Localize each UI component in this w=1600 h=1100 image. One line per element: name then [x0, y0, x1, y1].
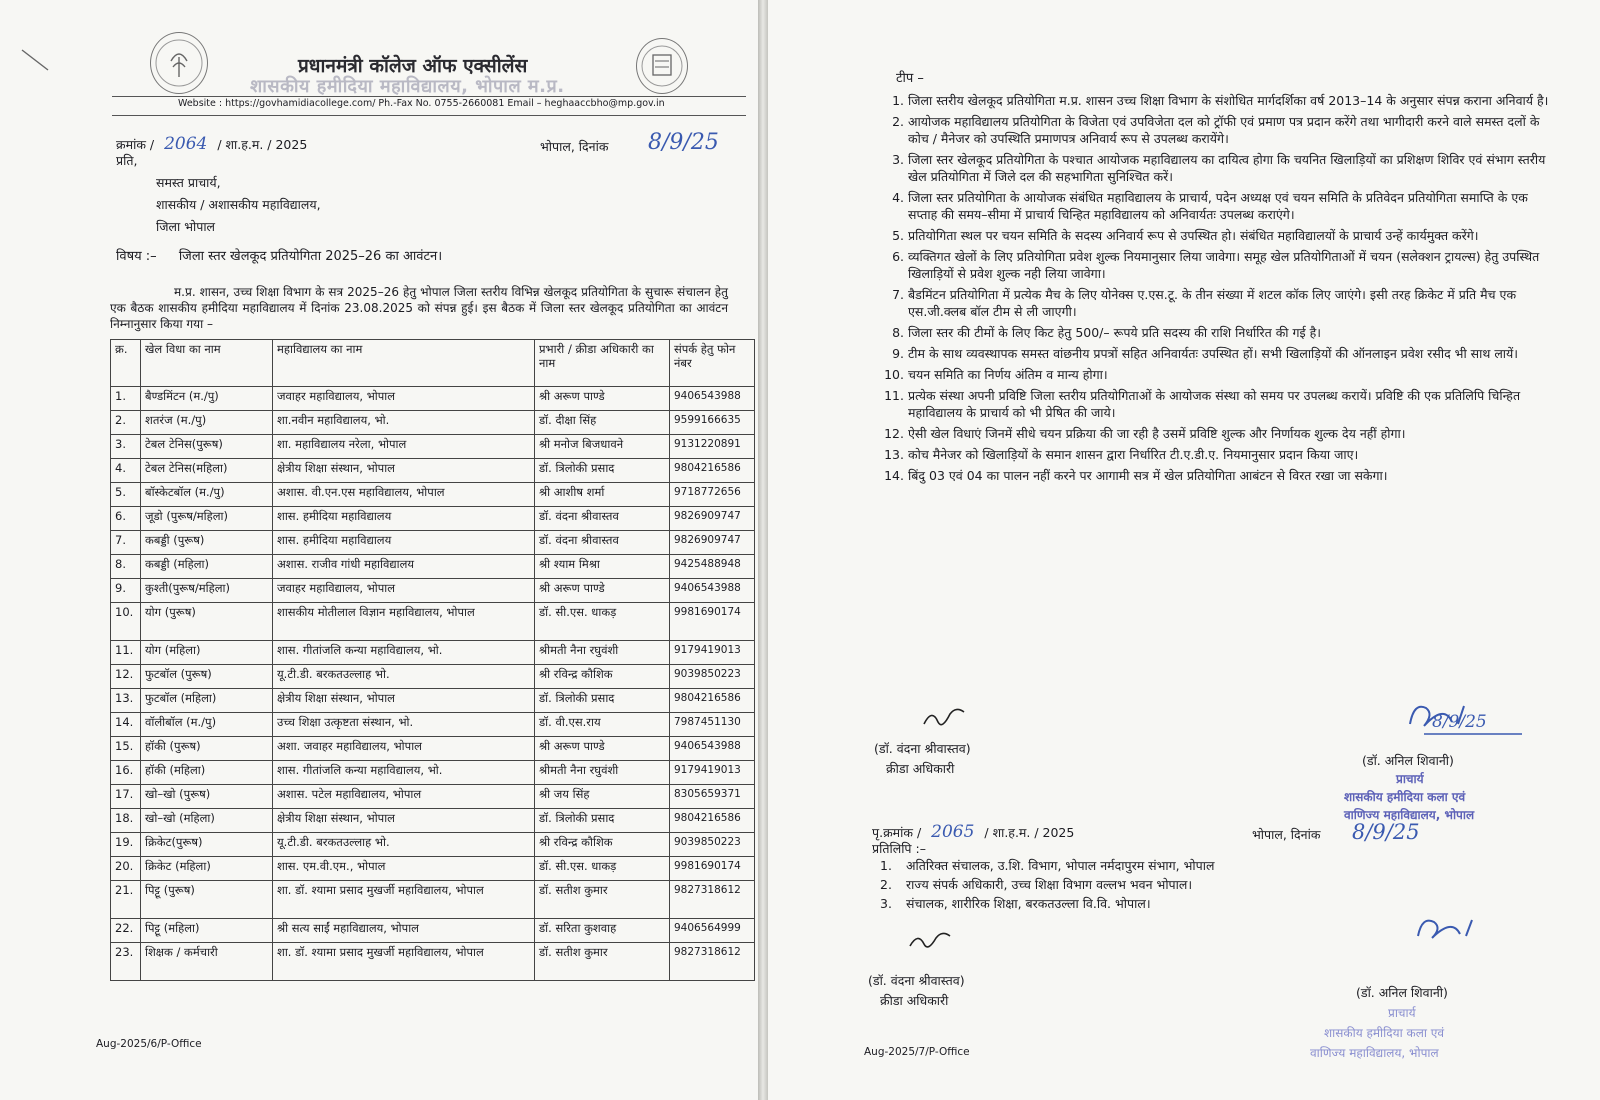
subject-label: विषय :– [116, 249, 157, 264]
cell-no: 16. [111, 761, 141, 785]
sports-officer-name: (डॉ. वंदना श्रीवास्तव) [874, 741, 971, 756]
cell-no: 21. [111, 881, 141, 919]
copy-list [880, 856, 1214, 913]
letter-page-left [0, 0, 758, 1100]
cell-sport: योग (महिला) [141, 641, 273, 665]
cell-officer: डॉ. वी.एस.राय [535, 713, 670, 737]
cell-phone: 9718772656 [670, 483, 755, 507]
college-subtitle: शासकीय हमीदिया महाविद्यालय, भोपाल म.प्र. [250, 76, 565, 97]
tips-list [876, 92, 1556, 488]
letter-body: म.प्र. शासन, उच्च शिक्षा विभाग के सत्र 2025–26 हेतु भोपाल जिला स्तरीय विभिन्न खेलकूद प्रतियोगिता के सुचारू संचालन हेतु एक बैठक शासकीय हमीदिया महाविद्यालय में दिनांक 23.08.2025 को संपन्न हुई। इस बैठक में जिला स्तर खेलकूद प्रतियोगिता का आवंटन निम्नानुसार किया गया – [110, 285, 728, 331]
table-row [111, 761, 755, 785]
cell-college: अशास. राजीव गांधी महाविद्यालय [273, 555, 535, 579]
cell-officer: डॉ. सरिता कुशवाह [535, 919, 670, 943]
tip-number: 6. [892, 249, 904, 264]
tip-item [876, 345, 1556, 362]
cell-no: 22. [111, 919, 141, 943]
header-sport: खेल विधा का नाम [141, 340, 273, 387]
cell-phone: 9804216586 [670, 689, 755, 713]
signature-sports-officer-copy [906, 928, 956, 956]
cell-college: शास. हमीदिया महाविद्यालय [273, 531, 535, 555]
tip-number: 4. [892, 190, 904, 205]
cell-no: 18. [111, 809, 141, 833]
cell-no: 12. [111, 665, 141, 689]
date-handwritten: 8/9/25 [648, 130, 719, 155]
cell-no: 6. [111, 507, 141, 531]
cell-college: शा. डॉ. श्यामा प्रसाद मुखर्जी महाविद्यालय, भोपाल [273, 943, 535, 981]
cell-sport: हॉकी (महिला) [141, 761, 273, 785]
cell-phone: 9827318612 [670, 943, 755, 981]
copy-text: अतिरिक्त संचालक, उ.शि. विभाग, भोपाल नर्मदापुरम संभाग, भोपाल [906, 858, 1215, 873]
tip-text: आयोजक महाविद्यालय प्रतियोगिता के विजेता एवं उपविजेता दल को ट्रॉफी एवं प्रमाण पत्र प्रदान करेंगे तथा भागीदारी करने वाले समस्त दलों के कोच / मैनेजर को उपस्थिति प्रमाणपत्र अनिवार्य रूप से उपलब्ध करायेंगे। [908, 114, 1540, 146]
tip-item [876, 366, 1556, 383]
header-rule-bottom [112, 115, 746, 116]
cell-sport: टेबल टेनिस(पुरूष) [141, 435, 273, 459]
copy-text: राज्य संपर्क अधिकारी, उच्च शिक्षा विभाग वल्लभ भवन भोपाल। [906, 877, 1193, 892]
cell-phone: 9406543988 [670, 387, 755, 411]
cell-college: शास. हमीदिया महाविद्यालय [273, 507, 535, 531]
cell-no: 8. [111, 555, 141, 579]
cell-officer: श्रीमती नैना रघुवंशी [535, 641, 670, 665]
cell-sport: कबड्डी (पुरूष) [141, 531, 273, 555]
cell-no: 4. [111, 459, 141, 483]
table-row [111, 713, 755, 737]
cell-no: 15. [111, 737, 141, 761]
cell-college: शासकीय मोतीलाल विज्ञान महाविद्यालय, भोपाल [273, 603, 535, 641]
copy-ref-number: 2065 [931, 822, 975, 842]
cell-phone: 9039850223 [670, 833, 755, 857]
tip-item [876, 92, 1556, 109]
cell-no: 19. [111, 833, 141, 857]
tip-number: 5. [892, 228, 904, 243]
table-row [111, 483, 755, 507]
cell-college: श्री सत्य साईं महाविद्यालय, भोपाल [273, 919, 535, 943]
copy-date-label: भोपाल, दिनांक [1252, 827, 1321, 842]
cell-phone: 9827318612 [670, 881, 755, 919]
cell-officer: श्री जय सिंह [535, 785, 670, 809]
emblem-seal [636, 38, 688, 94]
cell-officer: डॉ. दीक्षा सिंह [535, 411, 670, 435]
ref-suffix: / शा.ह.म. / 2025 [217, 137, 308, 152]
addressee-block [156, 172, 321, 238]
cell-officer: श्री अरूण पाण्डे [535, 387, 670, 411]
sports-officer-title: क्रीडा अधिकारी [886, 761, 955, 776]
table-row [111, 919, 755, 943]
subject-text: जिला स्तर खेलकूद प्रतियोगिता 2025–26 का आवंटन। [178, 249, 443, 264]
cell-no: 17. [111, 785, 141, 809]
tip-number: 9. [892, 346, 904, 361]
cell-sport: शिक्षक / कर्मचारी [141, 943, 273, 981]
cell-no: 11. [111, 641, 141, 665]
cell-officer: डॉ. त्रिलोकी प्रसाद [535, 809, 670, 833]
cell-no: 1. [111, 387, 141, 411]
table-row [111, 411, 755, 435]
cell-officer: श्री अरूण पाण्डे [535, 737, 670, 761]
cell-sport: योग (पुरूष) [141, 603, 273, 641]
principal-stamp-line1: शासकीय हमीदिया कला एवं [1344, 790, 1466, 804]
cell-phone: 9179419013 [670, 641, 755, 665]
copy-item [880, 856, 1214, 875]
cell-sport: खो–खो (महिला) [141, 809, 273, 833]
cell-college: यू.टी.डी. बरकतउल्लाह भो. [273, 665, 535, 689]
tip-text: बिंदु 03 एवं 04 का पालन नहीं करने पर आगामी सत्र में खेल प्रतियोगिता आबंटन से विरत रखा जा सकेगा। [908, 468, 1388, 483]
cell-sport: पिट्टू (महिला) [141, 919, 273, 943]
cell-phone: 9599166635 [670, 411, 755, 435]
college-logo-seal [150, 32, 208, 94]
cell-college: अशा. जवाहर महाविद्यालय, भोपाल [273, 737, 535, 761]
cell-sport: क्रिकेट (महिला) [141, 857, 273, 881]
cell-college: यू.टी.डी. बरकतउल्लाह भो. [273, 833, 535, 857]
cell-officer: श्री रविन्द्र कौशिक [535, 665, 670, 689]
cell-college: अशास. वी.एन.एस महाविद्यालय, भोपाल [273, 483, 535, 507]
header-rule-top [112, 96, 746, 97]
tip-number: 12. [884, 426, 904, 441]
cell-college: शा.नवीन महाविद्यालय, भो. [273, 411, 535, 435]
date-label: भोपाल, दिनांक [540, 139, 609, 154]
cell-sport: टेबल टेनिस(महिला) [141, 459, 273, 483]
table-row [111, 689, 755, 713]
cell-college: जवाहर महाविद्यालय, भोपाल [273, 579, 535, 603]
footer-code-right: Aug-2025/7/P-Office [864, 1046, 970, 1058]
tip-item [876, 189, 1556, 223]
copy-date-handwritten: 8/9/25 [1352, 820, 1420, 844]
cell-no: 14. [111, 713, 141, 737]
cell-no: 5. [111, 483, 141, 507]
cell-officer: डॉ. सतीश कुमार [535, 943, 670, 981]
subject-line [116, 246, 442, 264]
cell-phone: 8305659371 [670, 785, 755, 809]
copy-principal-stamp-line1: शासकीय हमीदिया कला एवं [1324, 1026, 1445, 1040]
cell-no: 10. [111, 603, 141, 641]
cell-college: उच्च शिक्षा उत्कृष्टता संस्थान, भो. [273, 713, 535, 737]
cell-officer: श्री श्याम मिश्रा [535, 555, 670, 579]
cell-sport: फुटबॉल (महिला) [141, 689, 273, 713]
tip-text: प्रतियोगिता स्थल पर चयन समिति के सदस्य अनिवार्य रूप से उपस्थित हो। संबंधित महाविद्यालयों के प्राचार्य उन्हें कार्यमुक्त करेंगे। [908, 228, 1479, 243]
cell-officer: डॉ. सतीश कुमार [535, 881, 670, 919]
cell-officer: श्री मनोज बिजधावने [535, 435, 670, 459]
tip-text: जिला स्तर खेलकूद प्रतियोगिता के पश्चात आयोजक महाविद्यालय का दायित्व होगा कि चयनित खिलाड़ियों का प्रशिक्षण शिविर एवं संभाग स्तरीय खेल प्रतियोगिता में जिले दल की सहभागिता सुनिश्चित करें। [908, 152, 1546, 184]
principal-stamp-line2: वाणिज्य महाविद्यालय, भोपाल [1344, 808, 1475, 822]
cell-phone: 9039850223 [670, 665, 755, 689]
cell-college: शा. डॉ. श्यामा प्रसाद मुखर्जी महाविद्यालय, भोपाल [273, 881, 535, 919]
copy-ref-suffix: / शा.ह.म. / 2025 [984, 825, 1075, 840]
signature-principal-copy [1412, 910, 1502, 950]
cell-no: 3. [111, 435, 141, 459]
table-row [111, 387, 755, 411]
tip-number: 13. [884, 447, 904, 462]
tip-item [876, 467, 1556, 484]
contact-line: Website : https://govhamidiacollege.com/ Ph.-Fax No. 0755-2660081 Email – heghaaccbho@mp.gov.in [178, 98, 665, 109]
tip-item [876, 151, 1556, 185]
table-row [111, 555, 755, 579]
tip-number: 14. [884, 468, 904, 483]
cell-no: 23. [111, 943, 141, 981]
cell-sport: कबड्डी (महिला) [141, 555, 273, 579]
tip-item [876, 286, 1556, 320]
copy-ref-prefix: पृ.क्रमांक / [872, 825, 922, 840]
tip-item [876, 324, 1556, 341]
cell-officer: डॉ. वंदना श्रीवास्तव [535, 531, 670, 555]
cell-no: 9. [111, 579, 141, 603]
page-gutter [758, 0, 768, 1100]
copy-item [880, 875, 1214, 894]
cell-phone: 9804216586 [670, 809, 755, 833]
cell-no: 20. [111, 857, 141, 881]
cell-phone: 7987451130 [670, 713, 755, 737]
cell-phone: 9981690174 [670, 857, 755, 881]
cell-college: शास. गीतांजलि कन्या महाविद्यालय, भो. [273, 641, 535, 665]
tip-text: व्यक्तिगत खेलों के लिए प्रतियोगिता प्रवेश शुल्क नियमानुसार लिया जावेगा। समूह खेल प्रतियोगिताओं में चयन (सलेक्शन ट्रायल्स) हेतु उपस्थित खिलाड़ियों से प्रवेश शुल्क नही लिया जावेगा। [908, 249, 1540, 281]
copy-heading: प्रतिलिपि :– [872, 841, 926, 856]
ref-prefix: क्रमांक / [116, 137, 155, 152]
table-row [111, 507, 755, 531]
allocation-table [110, 339, 755, 981]
tip-text: जिला स्तर की टीमों के लिए किट हेतु 500/– रूपये प्रति सदस्य की राशि निर्धारित की गई है। [908, 325, 1322, 340]
tips-heading: टीप – [896, 71, 924, 86]
to-label: प्रति, [116, 153, 138, 168]
copy-sports-officer-title: क्रीडा अधिकारी [880, 993, 949, 1008]
cell-officer: श्री आशीष शर्मा [535, 483, 670, 507]
table-row [111, 531, 755, 555]
tip-number: 11. [884, 388, 904, 403]
header-college: महाविद्यालय का नाम [273, 340, 535, 387]
cell-college: शास. एम.वी.एम., भोपाल [273, 857, 535, 881]
cell-college: क्षेत्रीय शिक्षा संस्थान, भोपाल [273, 689, 535, 713]
cell-no: 13. [111, 689, 141, 713]
addressee-line: समस्त प्राचार्य, [156, 175, 221, 190]
scan-mark [20, 48, 52, 74]
copy-principal-title-stamp: प्राचार्य [1388, 1006, 1416, 1020]
cell-sport: बैण्डमिंटन (म./पु) [141, 387, 273, 411]
tip-text: जिला स्तर प्रतियोगिता के आयोजक संबंधित महाविद्यालय के प्राचार्य, पदेन अध्यक्ष एवं चयन समिति के प्रतिवेदन प्रतियोगिता समाप्ति के एक सप्ताह की समय–सीमा में प्राचार्य चिन्हित महाविद्यालय को अनिवार्यतः उपलब्ध कराएंगे। [908, 190, 1528, 222]
header-no: क्र. [111, 340, 141, 387]
cell-college: क्षेत्रीय शिक्षा संस्थान, भोपाल [273, 459, 535, 483]
principal-signature-date: 8/9/25 [1432, 712, 1487, 732]
tip-number: 10. [884, 367, 904, 382]
header-phone: संपर्क हेतु फोन नंबर [670, 340, 755, 387]
header-officer: प्रभारी / क्रीडा अधिकारी का नाम [535, 340, 670, 387]
principal-title-stamp: प्राचार्य [1396, 772, 1424, 786]
tip-text: प्रत्येक संस्था अपनी प्रविष्टि जिला स्तरीय प्रतियोगिताओं के आयोजक संस्था को समय पर उपलब्ध करायें। प्रविष्टि की एक प्रतिलिपि चिन्हित महाविद्यालय के प्राचार्य को भी प्रेषित की जाये। [908, 388, 1521, 420]
table-row [111, 665, 755, 689]
cell-officer: डॉ. सी.एस. धाकड़ [535, 603, 670, 641]
tip-item [876, 446, 1556, 463]
cell-officer: श्रीमती नैना रघुवंशी [535, 761, 670, 785]
tip-text: चयन समिति का निर्णय अंतिम व मान्य होगा। [908, 367, 1108, 382]
tip-text: ऐसी खेल विधाएं जिनमें सीधे चयन प्रक्रिया की जा रही है उसमें प्रविष्टि शुल्क और निर्णायक शुल्क देय नहीं होगा। [908, 426, 1406, 441]
cell-officer: डॉ. वंदना श्रीवास्तव [535, 507, 670, 531]
cell-phone: 9131220891 [670, 435, 755, 459]
addressee-line: शासकीय / अशासकीय महाविद्यालय, [156, 197, 321, 212]
addressee-line: जिला भोपाल [156, 219, 216, 234]
tip-text: जिला स्तरीय खेलकूद प्रतियोगिता म.प्र. शासन उच्च शिक्षा विभाग के संशोधित मार्गदर्शिका वर्ष 2013–14 के अनुसार संपन्न कराना अनिवार्य है। [908, 93, 1549, 108]
cell-college: क्षेत्रीय शिक्षा संस्थान, भोपाल [273, 809, 535, 833]
cell-phone: 9406564999 [670, 919, 755, 943]
cell-sport: जूडो (पुरूष/महिला) [141, 507, 273, 531]
ref-line [116, 134, 307, 154]
cell-phone: 9179419013 [670, 761, 755, 785]
copy-number: 2. [880, 877, 892, 892]
tip-text: टीम के साथ व्यवस्थापक समस्त वांछनीय प्रपत्रों सहित अनिवार्यतः उपस्थित हों। सभी खिलाड़ियों की ऑनलाइन प्रवेश रसीद भी साथ लायें। [908, 346, 1519, 361]
cell-phone: 9425488948 [670, 555, 755, 579]
tip-text: बैडमिंटन प्रतियोगिता में प्रत्येक मैच के लिए योनेक्स ए.एस.टू. के तीन संख्या में शटल कॉक लिए जाएंगे। इसी तरह क्रिकेट में प्रति मैच एक एस.जी.क्लब बॉल टीम से ली जाएगी। [908, 287, 1517, 319]
ref-number: 2064 [164, 134, 208, 154]
cell-sport: फुटबॉल (पुरूष) [141, 665, 273, 689]
tip-number: 7. [892, 287, 904, 302]
tip-number: 8. [892, 325, 904, 340]
cell-sport: वॉलीबॉल (म./पु) [141, 713, 273, 737]
table-row [111, 435, 755, 459]
college-title: प्रधानमंत्री कॉलेज ऑफ एक्सीलेंस [298, 55, 528, 77]
tip-item [876, 248, 1556, 282]
cell-sport: बॉस्केटबॉल (म./पु) [141, 483, 273, 507]
tip-item [876, 425, 1556, 442]
table-row [111, 603, 755, 641]
copy-text: संचालक, शारीरिक शिक्षा, बरकतउल्ला वि.वि. भोपाल। [906, 896, 1151, 911]
copy-principal-stamp-line2: वाणिज्य महाविद्यालय, भोपाल [1310, 1046, 1439, 1060]
table-row [111, 833, 755, 857]
cell-college: अशास. पटेल महाविद्यालय, भोपाल [273, 785, 535, 809]
tip-item [876, 113, 1556, 147]
table-row [111, 785, 755, 809]
cell-phone: 9826909747 [670, 531, 755, 555]
copy-number: 1. [880, 858, 892, 873]
tip-item [876, 387, 1556, 421]
table-row [111, 881, 755, 919]
cell-college: शास. गीतांजलि कन्या महाविद्यालय, भो. [273, 761, 535, 785]
cell-college: शा. महाविद्यालय नरेला, भोपाल [273, 435, 535, 459]
cell-phone: 9826909747 [670, 507, 755, 531]
cell-officer: डॉ. सी.एस. धाकड़ [535, 857, 670, 881]
cell-sport: पिट्टू (पुरूष) [141, 881, 273, 919]
cell-phone: 9406543988 [670, 579, 755, 603]
cell-phone: 9981690174 [670, 603, 755, 641]
tip-number: 2. [892, 114, 904, 129]
tip-number: 3. [892, 152, 904, 167]
table-row [111, 809, 755, 833]
cell-college: जवाहर महाविद्यालय, भोपाल [273, 387, 535, 411]
cell-sport: हॉकी (पुरूष) [141, 737, 273, 761]
letter-page-right [768, 0, 1600, 1100]
table-header-row [111, 340, 755, 387]
table-row [111, 943, 755, 981]
cell-phone: 9804216586 [670, 459, 755, 483]
cell-sport: शतरंज (म./पु) [141, 411, 273, 435]
footer-code-left: Aug-2025/6/P-Office [96, 1038, 202, 1050]
table-row [111, 737, 755, 761]
table-row [111, 459, 755, 483]
copy-ref-line [872, 822, 1074, 842]
copy-sports-officer-name: (डॉ. वंदना श्रीवास्तव) [868, 973, 965, 988]
cell-sport: क्रिकेट(पुरूष) [141, 833, 273, 857]
principal-name: (डॉ. अनिल शिवानी) [1362, 753, 1454, 768]
table-row [111, 857, 755, 881]
copy-number: 3. [880, 896, 892, 911]
tip-text: कोच मैनेजर को खिलाड़ियों के समान शासन द्वारा निर्धारित टी.ए.डी.ए. नियमानुसार प्रदान किया जाए। [908, 447, 1359, 462]
cell-sport: खो–खो (पुरूष) [141, 785, 273, 809]
cell-officer: डॉ. त्रिलोकी प्रसाद [535, 459, 670, 483]
tip-number: 1. [892, 93, 904, 108]
cell-no: 2. [111, 411, 141, 435]
cell-officer: डॉ. त्रिलोकी प्रसाद [535, 689, 670, 713]
copy-item [880, 894, 1214, 913]
cell-officer: श्री रविन्द्र कौशिक [535, 833, 670, 857]
table-row [111, 579, 755, 603]
cell-no: 7. [111, 531, 141, 555]
cell-sport: कुश्ती(पुरूष/महिला) [141, 579, 273, 603]
table-row [111, 641, 755, 665]
signature-sports-officer [920, 704, 970, 734]
tip-item [876, 227, 1556, 244]
cell-phone: 9406543988 [670, 737, 755, 761]
cell-officer: श्री अरूण पाण्डे [535, 579, 670, 603]
copy-principal-name: (डॉ. अनिल शिवानी) [1356, 985, 1448, 1000]
allocation-table-body [111, 387, 755, 981]
